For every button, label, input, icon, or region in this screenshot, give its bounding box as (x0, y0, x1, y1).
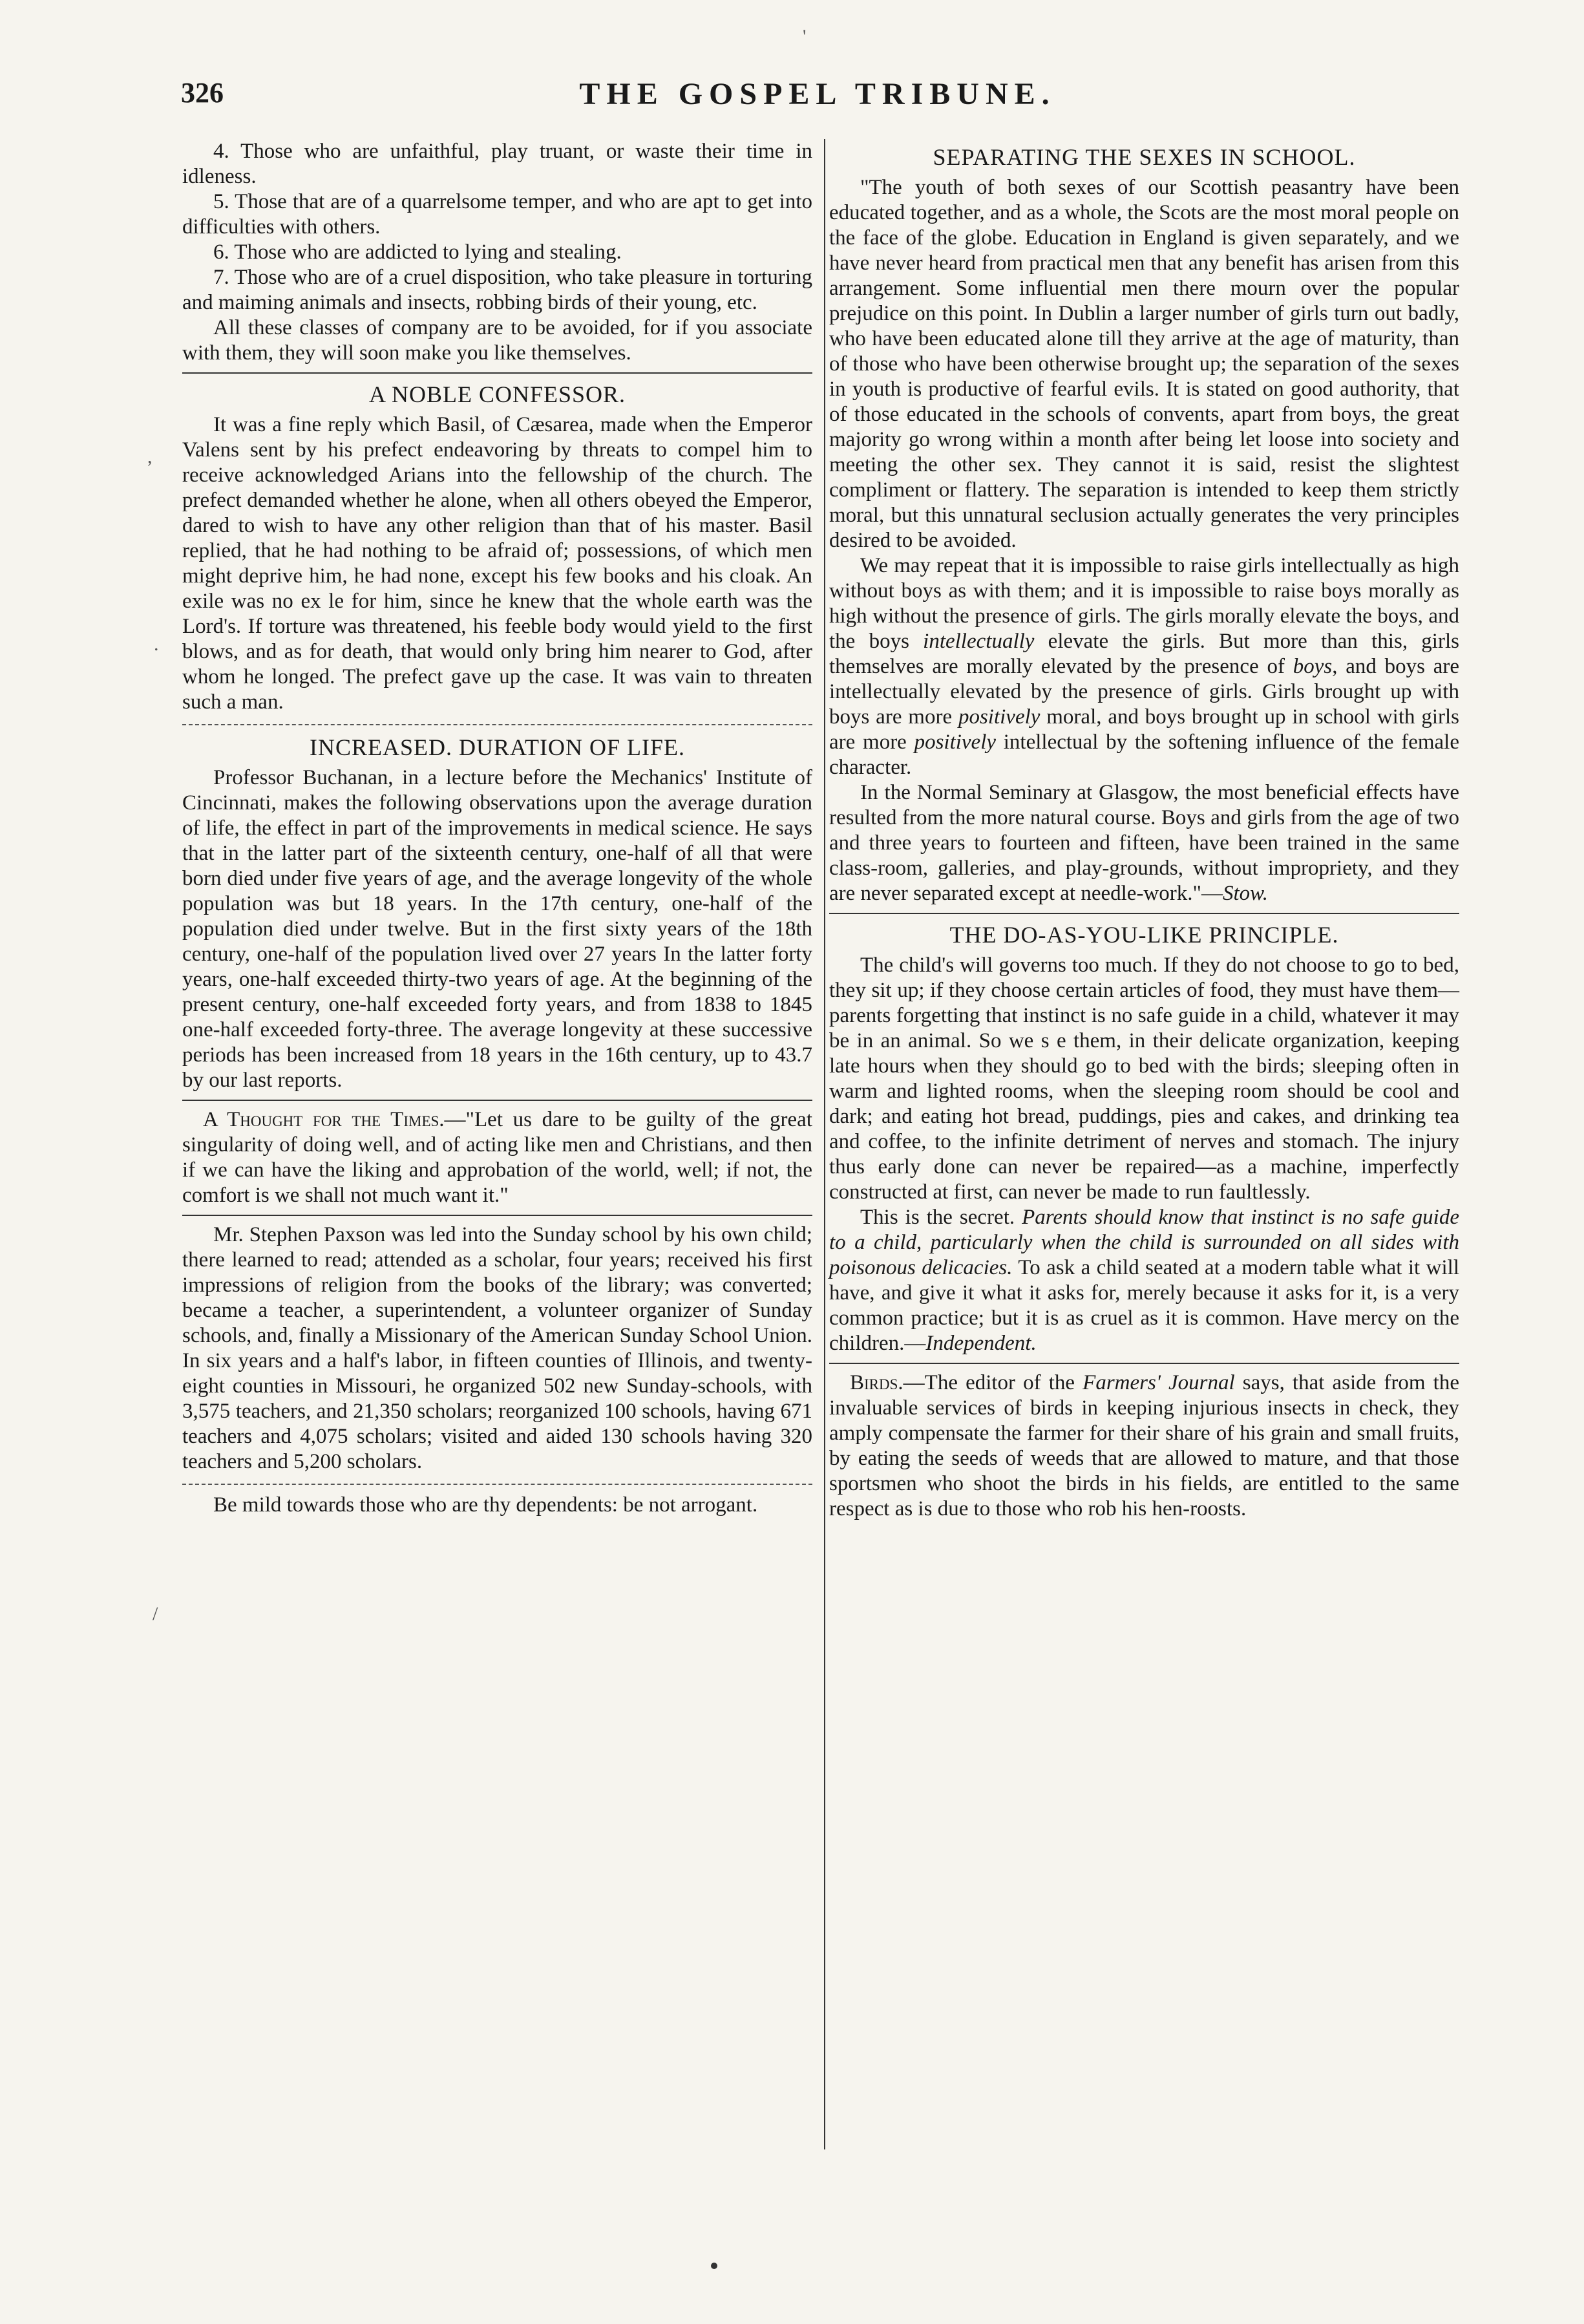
mild-text: Be mild towards those who are thy dependents: be not arrogant. (213, 1493, 758, 1517)
duration-text: Professor Buchanan, in a lecture before the Mechanics' Institute of Cincinnati, makes the following observations upon the average duration of life, the effect in part of the improvements in medical science. He says that in the latter part of the sixteenth century, one-half of all that were born died under five years of age, and the average longevity of the whole population was but 18 years. In the 17th century, one-half of the population died under twelve. But in the first sixty years of the 18th century, one-half of the population lived over 27 years In the latter forty years, one-half exceeded thirty-two years of age. At the beginning of the present century, one-half exceeded forty years, and from 1838 to 1845 one-half exceeded forty-three. The average longevity at these successive periods has been increased from 18 years in the 16th century, up to 43.7 by our last reports. (182, 766, 812, 1092)
left-column (182, 139, 812, 1518)
separating-paragraph-1: "The youth of both sexes of our Scottish peasantry have been educated together, and as a whole, the Scots are the most moral people on the face of the globe. Education in England is given separately, and we have never heard from practical men that any benefit has arisen from this arrangement. Some influential men there mourn over the popular prejudice on this point. In Dublin a larger number of girls turn out badly, who have been educated alone till they arrive at the age of maturity, than of those who have been otherwise brought up; the separation of the sexes in youth is productive of fearful evils. It is stated on good authority, that of those educated in the schools of convents, apart from boys, the great majority go wrong within a month after being let loose into society and meeting the other sex. They cannot it is said, resist the slightest compliment or flattery. The separation is intended to keep them strictly moral, but this unnatural seclusion actually generates the very principles desired to be avoided. (829, 176, 1459, 552)
do-as-you-like-paragraph-2 (829, 1205, 1459, 1356)
text-run: This is the secret. (860, 1206, 1022, 1229)
italic-run: positively (914, 730, 997, 754)
do-as-you-like-paragraph-1: The child's will governs too much. If they do not choose to go to bed, they sit up; if they choose certain articles of food, they must have them—parents forgetting that instinct is no safe guide in a child, whatever it may be in an animal. So we s e them, in their delicate organization, keeping late hours when they should go to bed with the birds; sleeping often in warm and lighted rooms, when the sleeping room should be cool and dark; and eating hot bread, puddings, pies and cakes, and drinking tea and coffee, to the infinite detriment of nerves and stomach. The injury thus early done can never be repaired—as a machine, imperfectly constructed at first, can never be made to run faultlessly. (829, 954, 1459, 1204)
text-run: We may repeat that it is impossible to raise girls intellectually as high without boys as with them; and it is impossible to raise boys morally as high without the presence of girls. The girls morally elevate the boys, and the boys (829, 554, 1459, 653)
section-rule (182, 1100, 812, 1101)
separating-paragraph-2 (829, 553, 1459, 780)
list-item-4: 4. Those who are unfaithful, play truant, or waste their time in idleness. (182, 140, 812, 188)
running-title: THE GOSPEL TRIBUNE. (579, 77, 1056, 111)
page-number: 326 (181, 77, 224, 109)
print-speck: . (154, 634, 159, 655)
print-speck: / (153, 1603, 158, 1625)
text-run: To ask a child seated at a modern table what it will have, and give it what it asks for, merely because it asks for it, is a very common practice; but it is as cruel as it is common. Have mercy on the children.— (829, 1256, 1459, 1355)
noble-confessor-text: It was a fine reply which Basil, of Cæsarea, made when the Emperor Valens sent by his prefect endeavoring by threats to compel him to receive acknowledged Arians into the fellowship of the church. The prefect demanded whether he alone, when all others obeyed the Emperor, dared to wish to have any other religion than that of his master. Basil replied, that he had nothing to be afraid of; possessions, of which men might deprive him, he had none, except his few books and his cloak. An exile was no ex le for him, since he knew that the whole earth was the Lord's. If torture was threatened, his feeble body would yield to the first blows, and as for death, that would only bring him nearer to God, after whom he longed. The prefect gave up the case. It was vain to threaten such a man. (182, 413, 812, 714)
journal-name: Farmers' Journal (1082, 1371, 1235, 1394)
italic-run: Parents should know that instinct is no safe guide to a child, particularly when the child is surrounded on all sides with poisonous delicacies. (829, 1206, 1459, 1279)
text-run: intellectual by the softening influence of the female character. (829, 730, 1459, 779)
separating-paragraph-3 (829, 780, 1459, 906)
text-run: , and boys are intellectually elevated by the presence of girls. Girls brought up with boys are more (829, 655, 1459, 729)
page-header (181, 76, 1454, 128)
section-rule (182, 1484, 812, 1485)
section-rule (182, 372, 812, 374)
thought-label: A Thought for the Times. (203, 1108, 445, 1131)
section-rule (829, 1363, 1459, 1364)
list-conclusion: All these classes of company are to be avoided, for if you associate with them, they will soon make you like themselves. (182, 316, 812, 365)
print-speck (711, 2263, 717, 2269)
list-item-5: 5. Those that are of a quarrelsome temper, and who are apt to get into difficulties with others. (182, 190, 812, 239)
text-run: In the Normal Seminary at Glasgow, the most beneficial effects have resulted from the more natural course. Boys and girls from the age of two and three years to fourteen and fifteen, have been trained in the same class-room, galleries, and play-grounds, without impropriety, and they are never separated except at needle-work."— (829, 781, 1459, 905)
duration-title: INCREASED. DURATION OF LIFE. (309, 734, 685, 760)
thought-text: —"Let us dare to be guilty of the great singularity of doing well, and of acting like men and Christians, and then if we can have the liking and approbation of the world, well; if not, the comfort is we shall not much want it." (182, 1108, 812, 1207)
italic-run: positively (958, 705, 1040, 729)
birds-label: Birds. (850, 1371, 903, 1394)
paxson-text: Mr. Stephen Paxson was led into the Sunday school by his own child; there learned to read; attended as a scholar, four years; received his first impressions of religion from the books of the library; was converted; became a teacher, a superintendent, a volunteer organizer of Sunday schools, and, finally a Missionary of the American Sunday School Union. In six years and a half's labor, in fifteen counties of Illinois, and twenty-eight counties in Missouri, he organized 502 new Sunday-schools, with 3,575 teachers, and 21,350 scholars; reorganized 100 schools, having 671 teachers and 4,075 scholars; visited and aided 130 schools having 320 teachers and 5,200 scholars. (182, 1223, 812, 1473)
section-rule (182, 1215, 812, 1216)
print-speck: ' (803, 26, 807, 47)
do-as-you-like-title: THE DO-AS-YOU-LIKE PRINCIPLE. (949, 922, 1339, 948)
thought-paragraph (182, 1107, 812, 1208)
text-run: says, that aside from the invaluable services of birds in keeping injurious insects in check, they amply compensate the farmer for their share of his grain and small fruits, by eating the seeds of weeds that are allowed to mature, and that those sportsmen who shoot the birds in his fields, are entitled to the same respect as is due to those who rob his hen-roosts. (829, 1371, 1459, 1520)
text-run: —The editor of the (903, 1371, 1083, 1394)
text-run: elevate the girls. But more than this, girls themselves are morally elevated by the presence of (829, 630, 1459, 678)
section-rule (182, 724, 812, 725)
list-item-6: 6. Those who are addicted to lying and stealing. (213, 240, 622, 264)
column-divider (824, 139, 825, 2149)
source-citation: Stow. (1222, 882, 1268, 905)
italic-run: boys (1293, 655, 1333, 678)
list-item-7: 7. Those who are of a cruel disposition, who take pleasure in torturing and maiming animals and insects, robbing birds of their young, etc. (182, 266, 812, 314)
italic-run: intellectually (923, 630, 1035, 653)
section-rule (829, 913, 1459, 914)
separating-title: SEPARATING THE SEXES IN SCHOOL. (933, 144, 1356, 170)
noble-confessor-title: A NOBLE CONFESSOR. (368, 381, 626, 407)
source-citation: Independent. (925, 1332, 1037, 1355)
birds-paragraph (829, 1370, 1459, 1522)
right-column (829, 139, 1459, 1522)
text-run: moral, and boys brought up in school with girls are more (829, 705, 1459, 754)
print-speck: , (147, 446, 153, 467)
